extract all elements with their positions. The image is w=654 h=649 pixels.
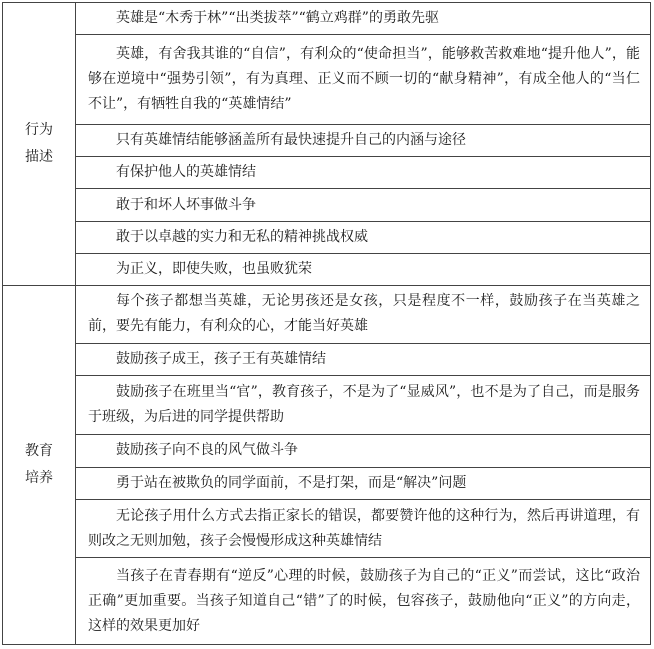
category-label: 教育培养 <box>25 443 53 487</box>
table-row <box>3 343 651 375</box>
table-row <box>3 221 651 253</box>
education-item: 鼓励孩子成王，孩子王有英雄情结 <box>76 343 651 375</box>
category-cell-behavior <box>3 3 76 286</box>
table-row <box>3 189 651 221</box>
table-row <box>3 499 651 557</box>
table-row <box>3 558 651 645</box>
behavior-item: 有保护他人的英雄情结 <box>76 157 651 189</box>
category-cell-education <box>3 286 76 645</box>
table-row <box>3 124 651 156</box>
education-item: 勇于站在被欺负的同学面前，不是打架，而是“解决”问题 <box>76 467 651 499</box>
education-item: 每个孩子都想当英雄，无论男孩还是女孩，只是程度不一样，鼓励孩子在当英雄之前，要先有能力，有利众的心，才能当好英雄 <box>76 286 651 343</box>
category-label: 行为描述 <box>25 122 53 166</box>
table-row <box>3 435 651 467</box>
hero-table-container <box>2 2 651 645</box>
education-item: 鼓励孩子在班里当“官”，教育孩子，不是为了“显威风”，也不是为了自己，而是服务于班级，为后进的同学提供帮助 <box>76 375 651 434</box>
education-item: 无论孩子用什么方式去指正家长的错误，都要赞许他的这种行为，然后再讲道理，有则改之无则加勉，孩子会慢慢形成这种英雄情结 <box>76 499 651 557</box>
behavior-item: 只有英雄情结能够涵盖所有最快速提升自己的内涵与途径 <box>76 124 651 156</box>
behavior-item: 英雄，有舍我其谁的“自信”，有利众的“使命担当”，能够救苦救难地“提升他人”，能够在逆境中“强势引领”，有为真理、正义而不顾一切的“献身精神”，有成全他人的“当仁不让”，有牺牲自我的“英雄情结” <box>76 35 651 125</box>
education-item: 当孩子在青春期有“逆反”心理的时候，鼓励孩子为自己的“正义”而尝试，这比“政治正确”更加重要。当孩子知道自己“错”了的时候，包容孩子，鼓励他向“正义”的方向走，这样的效果更加好 <box>76 558 651 645</box>
table-row <box>3 253 651 285</box>
behavior-item: 敢于和坏人坏事做斗争 <box>76 189 651 221</box>
behavior-item: 敢于以卓越的实力和无私的精神挑战权威 <box>76 221 651 253</box>
table-row <box>3 467 651 499</box>
table-row <box>3 157 651 189</box>
education-item: 鼓励孩子向不良的风气做斗争 <box>76 435 651 467</box>
table-row <box>3 286 651 343</box>
behavior-item: 为正义，即使失败，也虽败犹荣 <box>76 253 651 285</box>
table-row <box>3 35 651 125</box>
table-row <box>3 375 651 434</box>
table-row <box>3 3 651 35</box>
behavior-item: 英雄是“木秀于林”“出类拔萃”“鹤立鸡群”的勇敢先驱 <box>76 3 651 35</box>
hero-table <box>2 2 651 645</box>
